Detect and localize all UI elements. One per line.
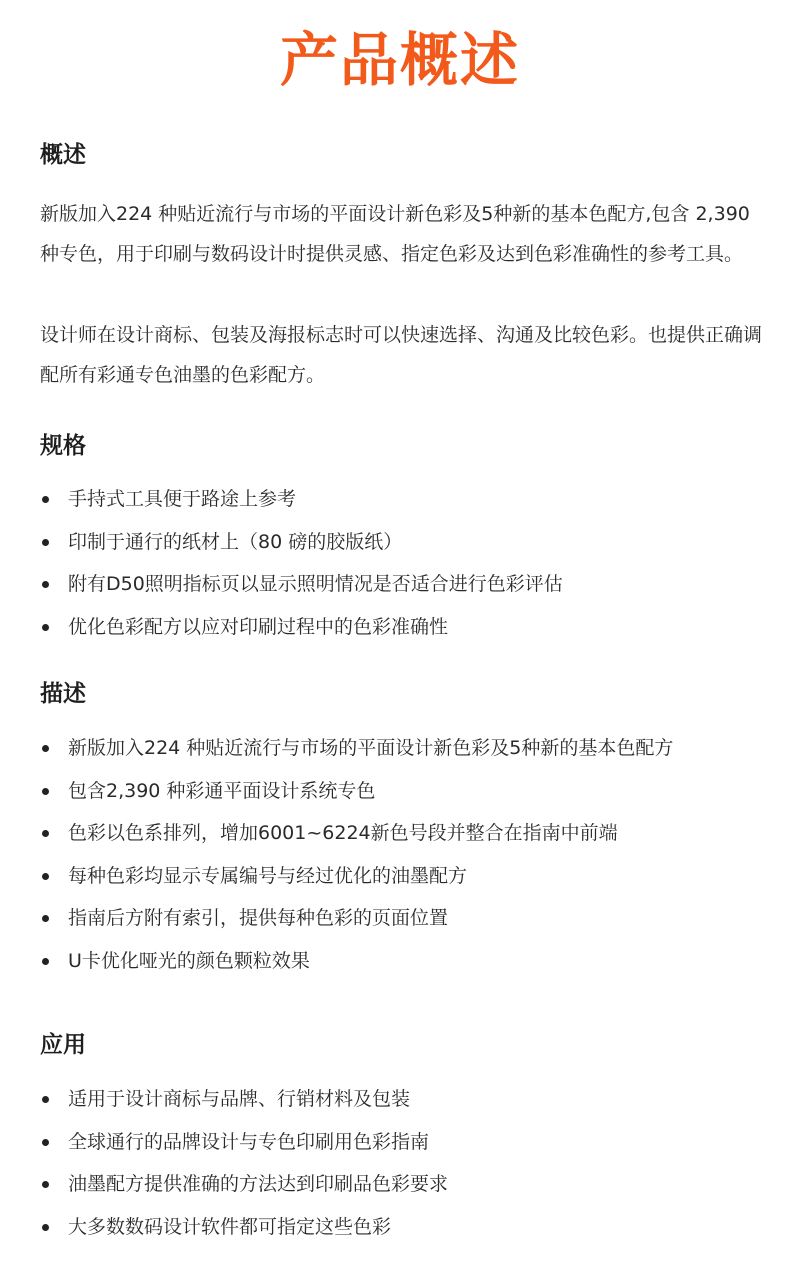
list-item-text: 手持式工具便于路途上参考 (68, 488, 297, 510)
list-item (40, 1121, 770, 1164)
list-item-text: U卡优化哑光的颜色颗粒效果 (68, 949, 310, 972)
list-item (40, 940, 770, 983)
list-item-text: 全球通行的品牌设计与专色印刷用色彩指南 (68, 1130, 430, 1153)
description-list (40, 727, 770, 982)
bullet-dot-icon (42, 1224, 49, 1231)
list-item-text: 新版加入224 种贴近流行与市场的平面设计新色彩及5种新的基本色配方 (68, 737, 674, 759)
bullet-dot-icon (42, 539, 49, 546)
bullet-dot-icon (42, 1096, 49, 1103)
list-item-text: 印制于通行的纸材上（80 磅的胶版纸） (68, 530, 403, 553)
overview-paragraph-1: 新版加入224 种贴近流行与市场的平面设计新色彩及5种新的基本色配方,包含 2,390 种专色，用于印刷与数码设计时提供灵感、指定色彩及达到色彩准确性的参考工具。 (40, 203, 750, 265)
list-item (40, 855, 770, 898)
list-item-text: 优化色彩配方以应对印刷过程中的色彩准确性 (68, 615, 449, 638)
bullet-dot-icon (42, 830, 49, 837)
applications-list (40, 1078, 770, 1248)
list-item-text: 指南后方附有索引，提供每种色彩的页面位置 (68, 907, 449, 929)
list-item (40, 1163, 770, 1206)
list-item-text: 适用于设计商标与品牌、行销材料及包装 (68, 1088, 411, 1110)
list-item-text: 附有D50照明指标页以显示照明情况是否适合进行色彩评估 (68, 573, 563, 595)
list-item-text: 油墨配方提供准确的方法达到印刷品色彩要求 (68, 1173, 449, 1195)
list-item (40, 478, 770, 521)
list-item-text: 包含2,390 种彩通平面设计系统专色 (68, 779, 376, 802)
bullet-dot-icon (42, 745, 49, 752)
bullet-dot-icon (42, 788, 49, 795)
bullet-dot-icon (42, 581, 49, 588)
description-heading: 描述 (40, 681, 86, 707)
list-item-text: 色彩以色系排列，增加6001~6224新色号段并整合在指南中前端 (68, 822, 618, 844)
list-item (40, 521, 770, 564)
list-item-text: 每种色彩均显示专属编号与经过优化的油墨配方 (68, 864, 468, 887)
applications-heading: 应用 (40, 1032, 86, 1058)
overview-heading: 概述 (40, 142, 86, 168)
bullet-dot-icon (42, 624, 49, 631)
bullet-dot-icon (42, 1139, 49, 1146)
page-title: 产品概述 (279, 26, 520, 94)
list-item (40, 1206, 770, 1249)
bullet-dot-icon (42, 1181, 49, 1188)
list-item (40, 897, 770, 940)
list-item (40, 1078, 770, 1121)
bullet-dot-icon (42, 496, 49, 503)
bullet-dot-icon (42, 873, 49, 880)
list-item (40, 770, 770, 813)
bullet-dot-icon (42, 958, 49, 965)
bullet-dot-icon (42, 915, 49, 922)
list-item (40, 563, 770, 606)
specs-heading: 规格 (40, 433, 86, 459)
overview-paragraph-2: 设计师在设计商标、包装及海报标志时可以快速选择、沟通及比较色彩。也提供正确调配所有彩通专色油墨的色彩配方。 (40, 324, 763, 386)
list-item (40, 812, 770, 855)
specs-list (40, 478, 770, 648)
list-item-text: 大多数数码设计软件都可指定这些色彩 (68, 1215, 392, 1238)
list-item (40, 606, 770, 649)
list-item (40, 727, 770, 770)
